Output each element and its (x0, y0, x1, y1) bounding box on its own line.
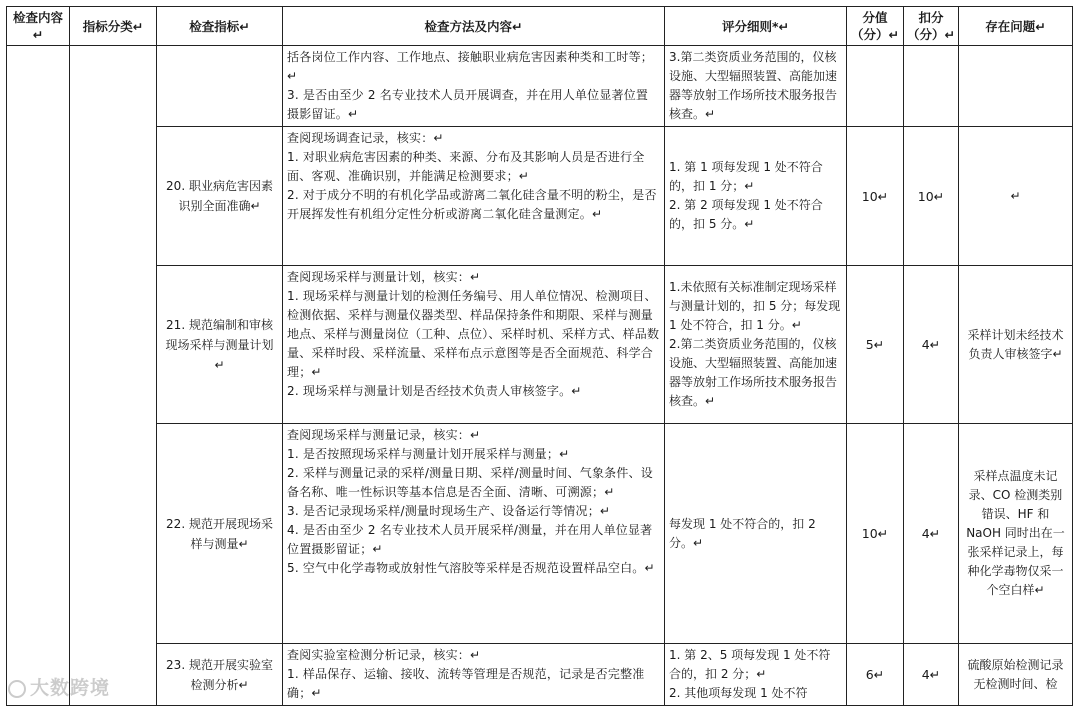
score-cell: 5↵ (847, 266, 904, 424)
header-method: 检查方法及内容↵ (283, 7, 665, 46)
score-cell: 10↵ (847, 424, 904, 644)
criteria-cell: 1.未依照有关标准制定现场采样与测量计划的，扣 5 分；每发现 1 处不符合，扣 1 分。↵ 2.第二类资质业务范围的，仪核设施、大型辐照装置、高能加速器等放射工作场所技术服务报告核查。↵ (665, 266, 847, 424)
issue-cell: 采样点温度未记录、CO 检测类别错误、HF 和 NaOH 同时出在一张采样记录上，每种化学毒物仅采一个空白样↵ (959, 424, 1073, 644)
header-indicator: 检查指标↵ (157, 7, 283, 46)
method-cell: 查阅现场采样与测量记录，核实：↵ 1. 是否按照现场采样与测量计划开展采样与测量；↵ 2. 采样与测量记录的采样/测量日期、采样/测量时间、气象条件、设备名称、唯一性标识等基本信息是否全面、清晰、可溯源；↵ 3. 是否记录现场采样/测量时现场生产、设备运行等情况；↵ 4. 是否由至少 2 名专业技术人员开展采样/测量，并在用人单位显著位置摄影留证；↵ 5. 空气中化学毒物或放射性气溶胶等采样是否规范设置样品空白。↵ (283, 424, 665, 644)
content-cell (7, 46, 70, 706)
category-cell (70, 46, 157, 706)
criteria-cell: 每发现 1 处不符合的，扣 2 分。↵ (665, 424, 847, 644)
method-cell: 查阅实验室检测分析记录，核实：↵ 1. 样品保存、运输、接收、流转等管理是否规范，记录是否完整准确；↵ (283, 644, 665, 706)
header-score: 分值（分）↵ (847, 7, 904, 46)
watermark (8, 673, 110, 700)
deduct-cell: 4↵ (904, 424, 959, 644)
header-category: 指标分类↵ (70, 7, 157, 46)
header-issue: 存在问题↵ (959, 7, 1073, 46)
header-criteria: 评分细则*↵ (665, 7, 847, 46)
deduct-cell: 4↵ (904, 266, 959, 424)
table-row (7, 266, 1073, 424)
table-row (7, 424, 1073, 644)
issue-cell: 采样计划未经技术负责人审核签字↵ (959, 266, 1073, 424)
criteria-cell: 1. 第 2、5 项每发现 1 处不符合的，扣 2 分；↵ 2. 其他项每发现 1 处不符 (665, 644, 847, 706)
issue-cell (959, 46, 1073, 127)
indicator-cell: 20. 职业病危害因素识别全面准确↵ (157, 127, 283, 266)
criteria-cell: 3.第二类资质业务范围的，仪核设施、大型辐照装置、高能加速器等放射工作场所技术服务报告核查。↵ (665, 46, 847, 127)
method-cell: 查阅现场调查记录，核实：↵ 1. 对职业病危害因素的种类、来源、分布及其影响人员是否进行全面、客观、准确识别，并能满足检测要求；↵ 2. 对于成分不明的有机化学品或游离二氧化硅含量不明的粉尘，是否开展挥发性有机组分定性分析或游离二氧化硅含量测定。↵ (283, 127, 665, 266)
deduct-cell: 10↵ (904, 127, 959, 266)
score-cell: 10↵ (847, 127, 904, 266)
table-row (7, 127, 1073, 266)
header-row (7, 7, 1073, 46)
score-cell: 6↵ (847, 644, 904, 706)
issue-cell: ↵ (959, 127, 1073, 266)
deduct-cell: 4↵ (904, 644, 959, 706)
header-deduct: 扣分（分）↵ (904, 7, 959, 46)
indicator-cell: 23. 规范开展实验室检测分析↵ (157, 644, 283, 706)
inspection-table (6, 6, 1073, 706)
watermark-logo-icon (8, 680, 26, 698)
method-cell: 括各岗位工作内容、工作地点、接触职业病危害因素种类和工时等；↵ 3. 是否由至少 2 名专业技术人员开展调查，并在用人单位显著位置摄影留证。↵ (283, 46, 665, 127)
table-row (7, 644, 1073, 706)
method-cell: 查阅现场采样与测量计划，核实：↵ 1. 现场采样与测量计划的检测任务编号、用人单位情况、检测项目、检测依据、采样与测量仪器类型、样品保持条件和期限、采样与测量地点、采样与测量岗位（工种、点位）、采样时机、采样方式、样品数量、采样时段、采样流量、采样布点示意图等是否全面规范、科学合理；↵ 2. 现场采样与测量计划是否经技术负责人审核签字。↵ (283, 266, 665, 424)
table-row (7, 46, 1073, 127)
indicator-cell: 22. 规范开展现场采样与测量↵ (157, 424, 283, 644)
criteria-cell: 1. 第 1 项每发现 1 处不符合的，扣 1 分；↵ 2. 第 2 项每发现 1 处不符合的，扣 5 分。↵ (665, 127, 847, 266)
issue-cell: 硫酸原始检测记录无检测时间、检 (959, 644, 1073, 706)
deduct-cell (904, 46, 959, 127)
score-cell (847, 46, 904, 127)
indicator-cell (157, 46, 283, 127)
header-content: 检查内容↵ (7, 7, 70, 46)
watermark-text: 大数跨境 (30, 677, 111, 699)
indicator-cell: 21. 规范编制和审核现场采样与测量计划↵ (157, 266, 283, 424)
